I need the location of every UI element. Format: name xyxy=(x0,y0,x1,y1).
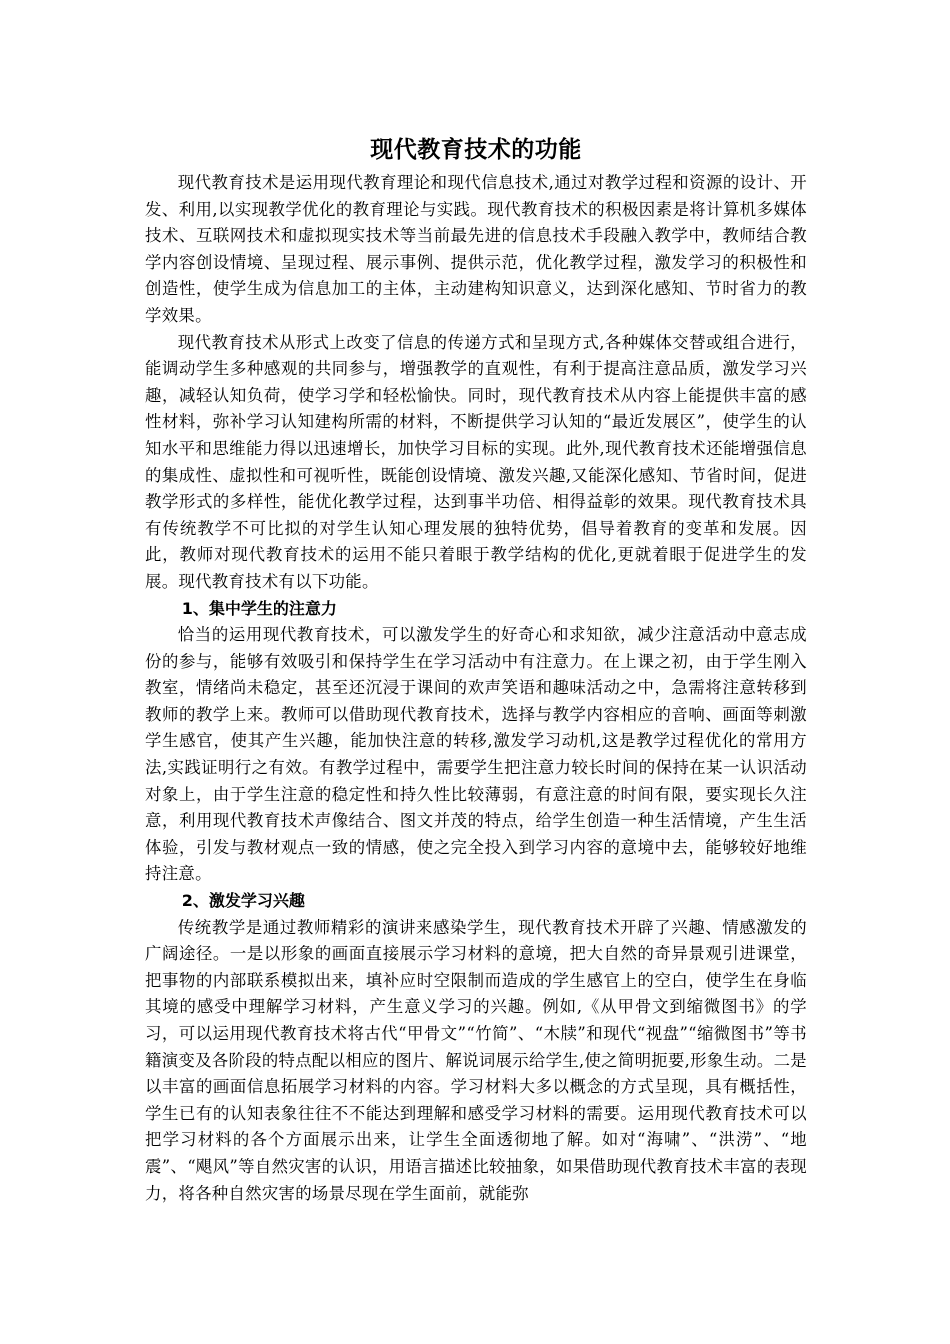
section-heading: 1、集中学生的注意力 xyxy=(181,598,337,618)
document-title: 现代教育技术的功能 xyxy=(370,137,582,163)
intro-paragraph-2: 现代教育技术从形式上改变了信息的传递方式和呈现方式,各种媒体交替或组合进行，能调动学生多种感观的共同参与，增强教学的直观性，有利于提高注意品质，激发学习兴趣，减轻认知负荷，使学习学和轻松愉快。同时，现代教育技术从内容上能提供丰富的感性材料，弥补学习认知建构所需的材料，不断提供学习认知的“最近发展区”，使学生的认知水平和思维能力得以迅速增长，加快学习目标的实现。此外,现代教育技术还能增强信息的集成性、虚拟性和可视听性，既能创设情境、激发兴趣,又能深化感知、节省时间，促进教学形式的多样性，能优化教学过程，达到事半功倍、相得益彰的效果。现代教育技术具有传统教学不可比拟的对学生认知心理发展的独特优势，倡导着教育的变革和发展。因此，教师对现代教育技术的运用不能只着眼于教学结构的优化,更就着眼于促进学生的发展。现代教育技术有以下功能。 xyxy=(145,332,807,591)
section-paragraph: 传统教学是通过教师精彩的演讲来感染学生，现代教育技术开辟了兴趣、情感激发的广阔途径。一是以形象的画面直接展示学习材料的意境，把大自然的奇异景观引进课堂，把事物的内部联系模拟出来，填补应时空限制而造成的学生感官上的空白，使学生在身临其境的感受中理解学习材料，产生意义学习的兴趣。例如,《从甲骨文到缩微图书》的学习，可以运用现代教育技术将古代“甲骨文”“竹简”、“木牍”和现代“视盘”“缩微图书”等书籍演变及各阶段的特点配以相应的图片、解说词展示给学生,使之简明扼要,形象生动。二是以丰富的画面信息拓展学习材料的内容。学习材料大多以概念的方式呈现，具有概括性，学生已有的认知表象往往不不能达到理解和感受学习材料的需要。运用现代教育技术可以把学习材料的各个方面展示出来，让学生全面透彻地了解。如对“海啸”、“洪涝”、“地震”、“飓风”等自然灾害的认识，用语言描述比较抽象，如果借助现代教育技术丰富的表现力，将各种自然灾害的场景尽现在学生面前，就能弥 xyxy=(145,917,807,1203)
section-heading: 2、激发学习兴趣 xyxy=(181,891,305,911)
section-paragraph: 恰当的运用现代教育技术，可以激发学生的好奇心和求知欲，减少注意活动中意志成份的参与，能够有效吸引和保持学生在学习活动中有注意力。在上课之初，由于学生刚入教室，情绪尚未稳定，甚至还沉浸于课间的欢声笑语和趣味活动之中，急需将注意转移到教师的教学上来。教师可以借助现代教育技术，选择与教学内容相应的音响、画面等刺激学生感官，使其产生兴趣，能加快注意的转移,激发学习动机,这是教学过程优化的常用方法,实践证明行之有效。有教学过程中，需要学生把注意力较长时间的保持在某一认识活动对象上，由于学生注意的稳定性和持久性比较薄弱，有意注意的时间有限，要实现长久注意，利用现代教育技术声像结合、图文并茂的特点，给学生创造一种生活情境，产生生活体验，引发与教材观点一致的情感，使之完全投入到学习内容的意境中去，能够较好地维持注意。 xyxy=(145,625,807,884)
document-body xyxy=(145,130,807,1207)
intro-paragraph-1: 现代教育技术是运用现代教育理论和现代信息技术,通过对教学过程和资源的设计、开发、利用,以实现教学优化的教育理论与实践。现代教育技术的积极因素是将计算机多媒体技术、互联网技术和虚拟现实技术等当前最先进的信息技术手段融入教学中，教师结合教学内容创设情境、呈现过程、展示事例、提供示范，优化教学过程，激发学习的积极性和创造性，使学生成为信息加工的主体，主动建构知识意义，达到深化感知、节时省力的教学效果。 xyxy=(145,173,807,325)
section-interest xyxy=(145,888,807,1207)
section-attention xyxy=(145,596,807,889)
